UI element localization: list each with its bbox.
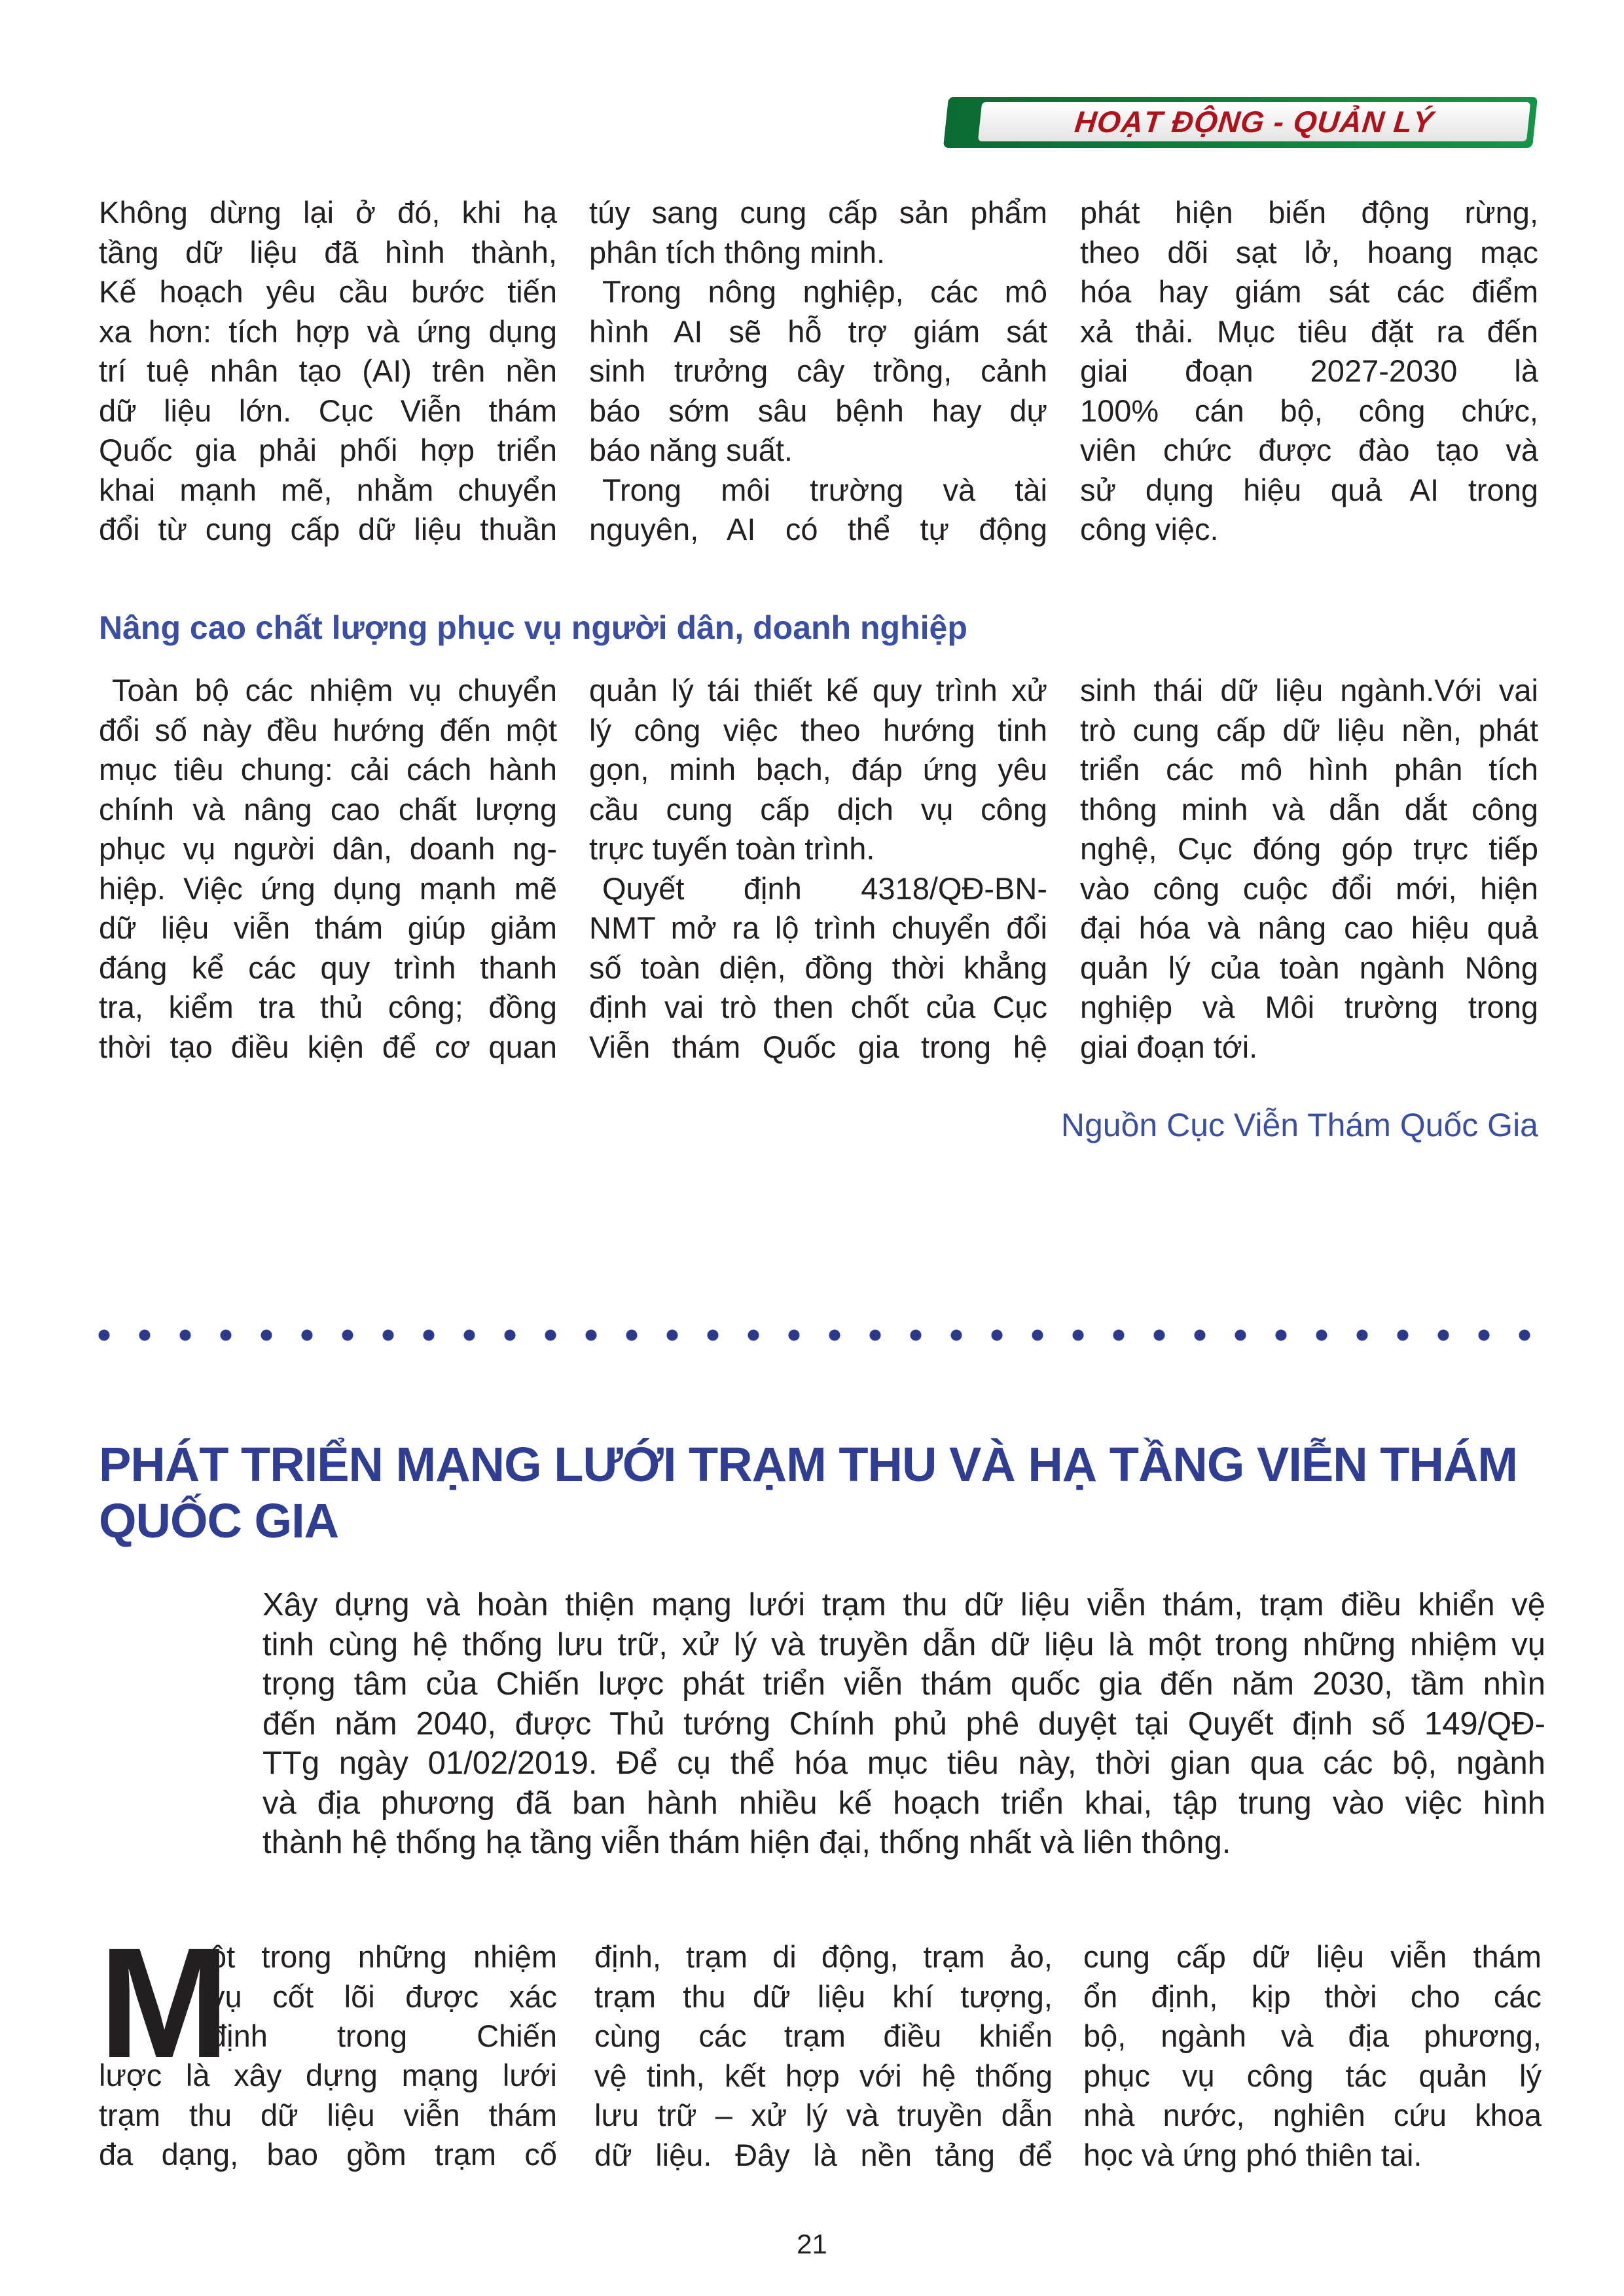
text-line: khai mạnh mẽ, nhằm chuyển	[99, 472, 557, 507]
text-line: định, trạm di động, trạm ảo,	[594, 1939, 1053, 1974]
text-line: dữ liệu viễn thám giúp giảm	[99, 910, 557, 945]
text-line: gọn, minh bạch, đáp ứng yêu	[589, 752, 1047, 787]
text-line: thành hệ thống hạ tầng viễn thám hiện đại, thống nhất và liên thông.	[262, 1825, 1231, 1860]
article-intro	[262, 1585, 1545, 1863]
text-line: trạm thu dữ liệu khí tượng,	[594, 1979, 1053, 2014]
text-line: ột trong những nhiệm	[209, 1939, 557, 1974]
text-line: vào công cuộc đổi mới, hiện	[1080, 870, 1538, 906]
text-line: Viễn thám Quốc gia trong hệ	[589, 1029, 1047, 1064]
text-line: sinh trưởng cây trồng, cảnh	[589, 353, 1047, 388]
text-line: Trong môi trường và tài	[602, 472, 1047, 507]
page-number: 21	[797, 2229, 827, 2259]
text-line: phát hiện biến động rừng,	[1080, 195, 1538, 230]
text-line: nhà nước, nghiên cứu khoa	[1083, 2098, 1542, 2132]
text-line: Xây dựng và hoàn thiện mạng lưới trạm thu dữ liệu viễn thám, trạm điều khiển vệ	[262, 1587, 1545, 1623]
text-line: định trong Chiến	[209, 2018, 557, 2053]
text-line: đổi từ cung cấp dữ liệu thuần	[99, 512, 557, 547]
article-column	[594, 1937, 1053, 2175]
text-line: định vai trò then chốt của Cục	[589, 990, 1047, 1024]
section-badge-inner	[978, 102, 1530, 141]
text-line: theo dõi sạt lở, hoang mạc	[1080, 234, 1538, 270]
text-line: lưu trữ – xử lý và truyền dẫn	[594, 2098, 1053, 2132]
text-line: phục vụ công tác quản lý	[1083, 2058, 1542, 2093]
text-line: viên chức được đào tạo và	[1080, 433, 1538, 467]
text-line: đại hóa và nâng cao hiệu quả	[1080, 910, 1538, 945]
text-line: học và ứng phó thiên tai.	[1083, 2137, 1422, 2172]
text-line: phân tích thông minh.	[589, 234, 886, 270]
text-line: vụ cốt lõi được xác	[209, 1979, 557, 2014]
text-line: NMT mở ra lộ trình chuyển đổi	[589, 910, 1047, 945]
text-line: báo sớm sâu bệnh hay dự	[589, 393, 1047, 428]
text-line: dữ liệu lớn. Cục Viễn thám	[99, 393, 557, 428]
text-line: nghiệp và Môi trường trong	[1080, 990, 1538, 1024]
text-line: Toàn bộ các nhiệm vụ chuyển	[112, 673, 557, 708]
text-line: sinh thái dữ liệu ngành.Với vai	[1080, 673, 1538, 708]
drop-cap: M	[99, 1915, 230, 2090]
text-line: trạm thu dữ liệu viễn thám	[99, 2097, 557, 2132]
text-line: Quyết định 4318/QĐ-BN-	[602, 870, 1047, 906]
text-line: chính và nâng cao chất lượng	[99, 791, 557, 827]
text-line: tinh cùng hệ thống lưu trữ, xử lý và truyền dẫn dữ liệu là một trong những nhiệm vụ	[262, 1626, 1545, 1662]
text-line: sử dụng hiệu quả AI trong	[1080, 472, 1538, 507]
article-column	[1080, 671, 1538, 1067]
text-line: thông minh và dẫn dắt công	[1080, 791, 1538, 827]
text-line: cầu cung cấp dịch vụ công	[589, 791, 1047, 827]
text-line: đa dạng, bao gồm trạm cố	[99, 2137, 557, 2172]
text-line: số toàn diện, đồng thời khẳng	[589, 950, 1047, 985]
section-badge	[943, 97, 1538, 148]
article-column	[589, 671, 1047, 1067]
text-line: xa hơn: tích hợp và ứng dụng	[99, 314, 557, 349]
article-column	[99, 193, 557, 550]
article-column	[589, 193, 1047, 550]
text-line: Trong nông nghiệp, các mô	[602, 274, 1047, 309]
text-line: Kế hoạch yêu cầu bước tiến	[99, 274, 557, 309]
text-line: túy sang cung cấp sản phẩm	[589, 195, 1047, 230]
section-badge-label: HOẠT ĐỘNG - QUẢN LÝ	[1073, 105, 1435, 139]
text-line: cung cấp dữ liệu viễn thám	[1083, 1939, 1542, 1974]
text-line: báo năng suất.	[589, 433, 793, 467]
text-line: hiệp. Việc ứng dụng mạnh mẽ	[99, 870, 557, 906]
source-credit: Nguồn Cục Viễn Thám Quốc Gia	[1060, 1107, 1538, 1143]
text-line: giai đoạn 2027-2030 là	[1080, 353, 1538, 388]
article-column	[99, 671, 557, 1067]
section-subheading: Nâng cao chất lượng phục vụ người dân, doanh nghiệp	[99, 609, 967, 646]
article-column-dropcap	[209, 1937, 557, 2056]
text-line: đến năm 2040, được Thủ tướng Chính phủ phê duyệt tại Quyết định số 149/QĐ-	[262, 1706, 1545, 1742]
article-title: PHÁT TRIỂN MẠNG LƯỚI TRẠM THU VÀ HẠ TẦNG VIỄN THÁM QUỐC GIA	[99, 1437, 1517, 1548]
text-line: trực tuyến toàn trình.	[589, 831, 875, 866]
text-line: trò cung cấp dữ liệu nền, phát	[1080, 712, 1538, 747]
text-line: giai đoạn tới.	[1080, 1029, 1258, 1064]
text-line: xả thải. Mục tiêu đặt ra đến	[1080, 314, 1538, 349]
text-line: vệ tinh, kết hợp với hệ thống	[594, 2058, 1053, 2093]
text-line: mục tiêu chung: cải cách hành	[99, 752, 557, 787]
article-column	[1080, 193, 1538, 550]
text-line: bộ, ngành và địa phương,	[1083, 2018, 1542, 2053]
text-line: quản lý tái thiết kế quy trình xử	[589, 673, 1047, 708]
text-line: công việc.	[1080, 512, 1219, 547]
text-line: Quốc gia phải phối hợp triển	[99, 433, 557, 467]
text-line: cùng các trạm điều khiển	[594, 2018, 1053, 2053]
text-line: hình AI sẽ hỗ trợ giám sát	[589, 314, 1047, 349]
text-line: phục vụ người dân, doanh ng-	[99, 831, 557, 866]
text-line: 100% cán bộ, công chức,	[1080, 393, 1538, 428]
article-column	[99, 2056, 557, 2175]
text-line: quản lý của toàn ngành Nông	[1080, 950, 1538, 985]
text-line: đáng kể các quy trình thanh	[99, 950, 557, 985]
text-line: và địa phương đã ban hành nhiều kế hoạch triển khai, tập trung vào việc hình	[262, 1785, 1545, 1821]
text-line: lược là xây dựng mạng lưới	[99, 2058, 557, 2092]
text-line: thời tạo điều kiện để cơ quan	[99, 1029, 557, 1064]
text-line: nghệ, Cục đóng góp trực tiếp	[1080, 831, 1538, 866]
text-line: TTg ngày 01/02/2019. Để cụ thể hóa mục tiêu này, thời gian qua các bộ, ngành	[262, 1746, 1545, 1781]
text-line: trọng tâm của Chiến lược phát triển viễn thám quốc gia đến năm 2030, tầm nhìn	[262, 1666, 1545, 1702]
text-line: ổn định, kịp thời cho các	[1083, 1979, 1542, 2014]
text-line: Không dừng lại ở đó, khi hạ	[99, 195, 557, 230]
dotted-divider	[84, 1329, 1543, 1342]
text-line: tầng dữ liệu đã hình thành,	[99, 234, 557, 270]
text-line: lý công việc theo hướng tinh	[589, 712, 1047, 747]
text-line: dữ liệu. Đây là nền tảng để	[594, 2137, 1053, 2172]
text-line: nguyên, AI có thể tự động	[589, 512, 1047, 547]
text-line: trí tuệ nhân tạo (AI) trên nền	[99, 353, 557, 388]
text-line: đổi số này đều hướng đến một	[99, 712, 557, 747]
text-line: tra, kiểm tra thủ công; đồng	[99, 990, 557, 1024]
article-column	[1083, 1937, 1542, 2175]
text-line: hóa hay giám sát các điểm	[1080, 274, 1538, 309]
text-line: triển các mô hình phân tích	[1080, 752, 1538, 787]
